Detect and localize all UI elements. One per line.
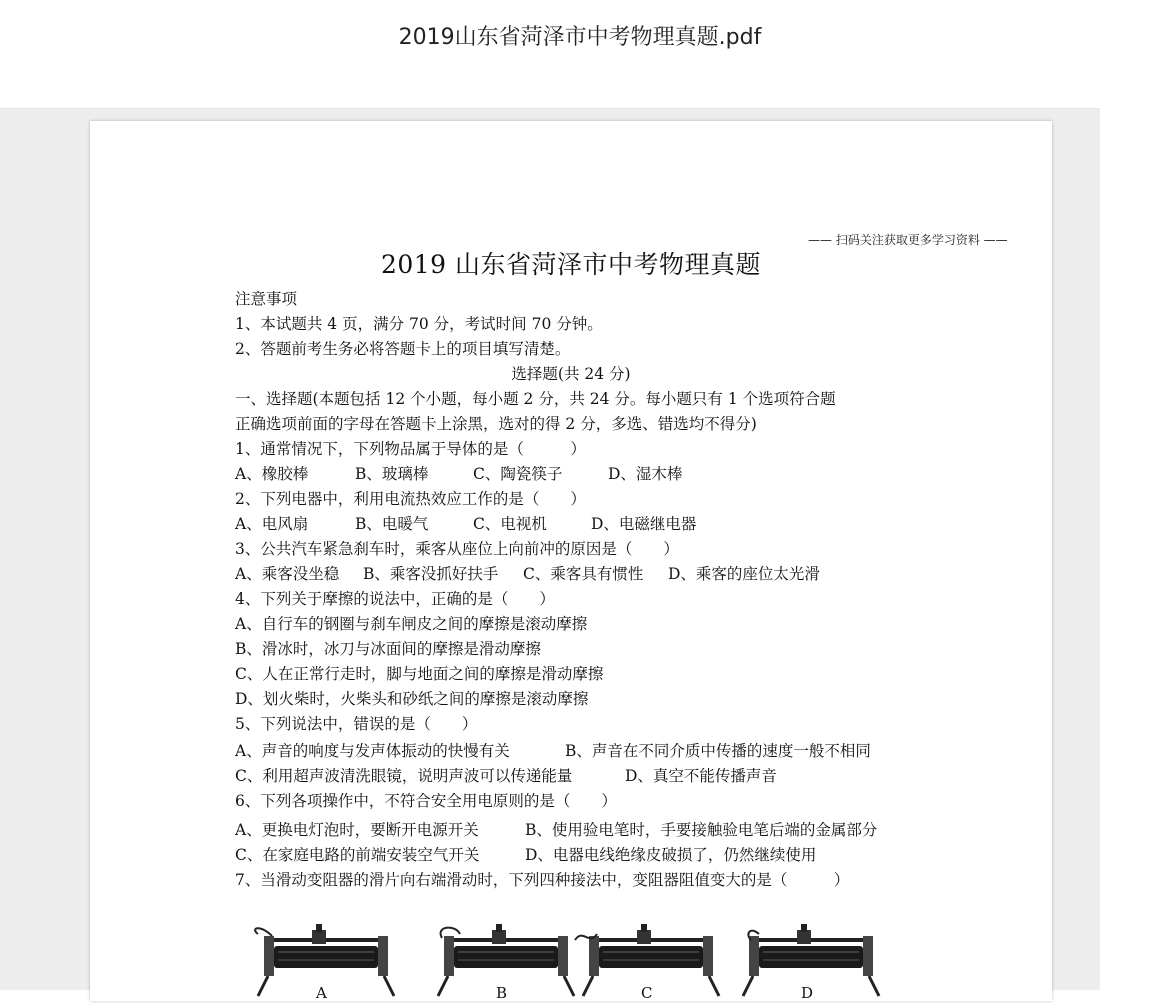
figure-label: D — [801, 984, 814, 1002]
option: C、人在正常行走时，脚与地面之间的摩擦是滑动摩擦 — [235, 665, 604, 683]
option: D、电器电线绝缘皮破损了，仍然继续使用 — [525, 846, 817, 864]
option: C、在家庭电路的前端安装空气开关 — [235, 846, 480, 864]
option: C、陶瓷筷子 — [473, 465, 563, 483]
section-intro: 正确选项前面的字母在答题卡上涂黑，选对的得 2 分，多选、错选均不得分) — [235, 415, 757, 433]
option: D、乘客的座位太光滑 — [668, 565, 820, 583]
option: B、声音在不同介质中传播的速度一般不相同 — [565, 742, 871, 760]
option: B、使用验电笔时，手要接触验电笔后端的金属部分 — [525, 821, 878, 839]
option: D、划火柴时，火柴头和砂纸之间的摩擦是滚动摩擦 — [235, 690, 589, 708]
notice-line: 2、答题前考生务必将答题卡上的项目填写清楚。 — [235, 340, 571, 358]
question-stem: 5、下列说法中，错误的是（ ） — [235, 715, 478, 733]
question-options — [235, 820, 877, 840]
option: B、电暖气 — [355, 515, 429, 533]
option: B、乘客没抓好扶手 — [363, 565, 499, 583]
question-stem: 4、下列关于摩擦的说法中，正确的是（ ） — [235, 590, 555, 608]
figure-label: C — [641, 984, 653, 1002]
rheostat-figures — [245, 916, 885, 1006]
option: D、真空不能传播声音 — [625, 767, 777, 785]
scan-note: —— 扫码关注获取更多学习资料 —— — [808, 233, 1008, 247]
question-stem: 7、当滑动变阻器的滑片向右端滑动时，下列四种接法中，变阻器阻值变大的是（ ） — [235, 871, 850, 889]
option: A、更换电灯泡时，要断开电源开关 — [235, 821, 479, 839]
question-options — [235, 766, 777, 786]
option: A、乘客没坐稳 — [235, 565, 340, 583]
section-title: 选择题(共 24 分) — [511, 365, 631, 383]
option: C、利用超声波清洗眼镜，说明声波可以传递能量 — [235, 767, 573, 785]
rheostat-figure — [575, 924, 719, 1002]
option: B、滑冰时，冰刀与冰面间的摩擦是滑动摩擦 — [235, 640, 541, 658]
pdf-page — [90, 121, 1052, 1001]
document-title: 2019山东省菏泽市中考物理真题.pdf — [398, 25, 762, 50]
question-options — [235, 514, 696, 534]
rheostat-figure — [255, 924, 394, 1002]
exam-title: 2019 山东省菏泽市中考物理真题 — [380, 250, 762, 279]
figure-label: B — [496, 984, 508, 1002]
question-stem: 2、下列电器中，利用电流热效应工作的是（ ） — [235, 490, 586, 508]
option: A、声音的响度与发声体振动的快慢有关 — [235, 742, 510, 760]
rheostat-figure — [438, 924, 574, 1002]
question-options — [235, 845, 816, 865]
option: A、电风扇 — [235, 515, 309, 533]
pdf-viewer[interactable] — [0, 109, 1100, 1002]
option: A、自行车的钢圈与刹车闸皮之间的摩擦是滚动摩擦 — [235, 615, 588, 633]
option: C、乘客具有惯性 — [523, 565, 644, 583]
option: C、电视机 — [473, 515, 547, 533]
figure-label: A — [316, 984, 327, 1002]
question-stem: 1、通常情况下，下列物品属于导体的是（ ） — [235, 440, 586, 458]
notice-line: 1、本试题共 4 页，满分 70 分，考试时间 70 分钟。 — [235, 315, 603, 333]
option: D、电磁继电器 — [591, 515, 697, 533]
option: B、玻璃棒 — [355, 465, 429, 483]
question-options — [235, 564, 820, 584]
notice-heading: 注意事项 — [235, 290, 298, 308]
question-options — [235, 741, 871, 761]
option: D、湿木棒 — [608, 465, 683, 483]
question-options — [235, 464, 682, 484]
question-stem: 3、公共汽车紧急刹车时，乘客从座位上向前冲的原因是（ ） — [235, 540, 679, 558]
section-intro: 一、选择题(本题包括 12 个小题，每小题 2 分，共 24 分。每小题只有 1 个选项符合题 — [235, 390, 836, 408]
title-bar — [0, 0, 1100, 109]
question-stem: 6、下列各项操作中，不符合安全用电原则的是（ ） — [235, 792, 617, 810]
rheostat-figure — [743, 924, 879, 1002]
option: A、橡胶棒 — [235, 465, 309, 483]
